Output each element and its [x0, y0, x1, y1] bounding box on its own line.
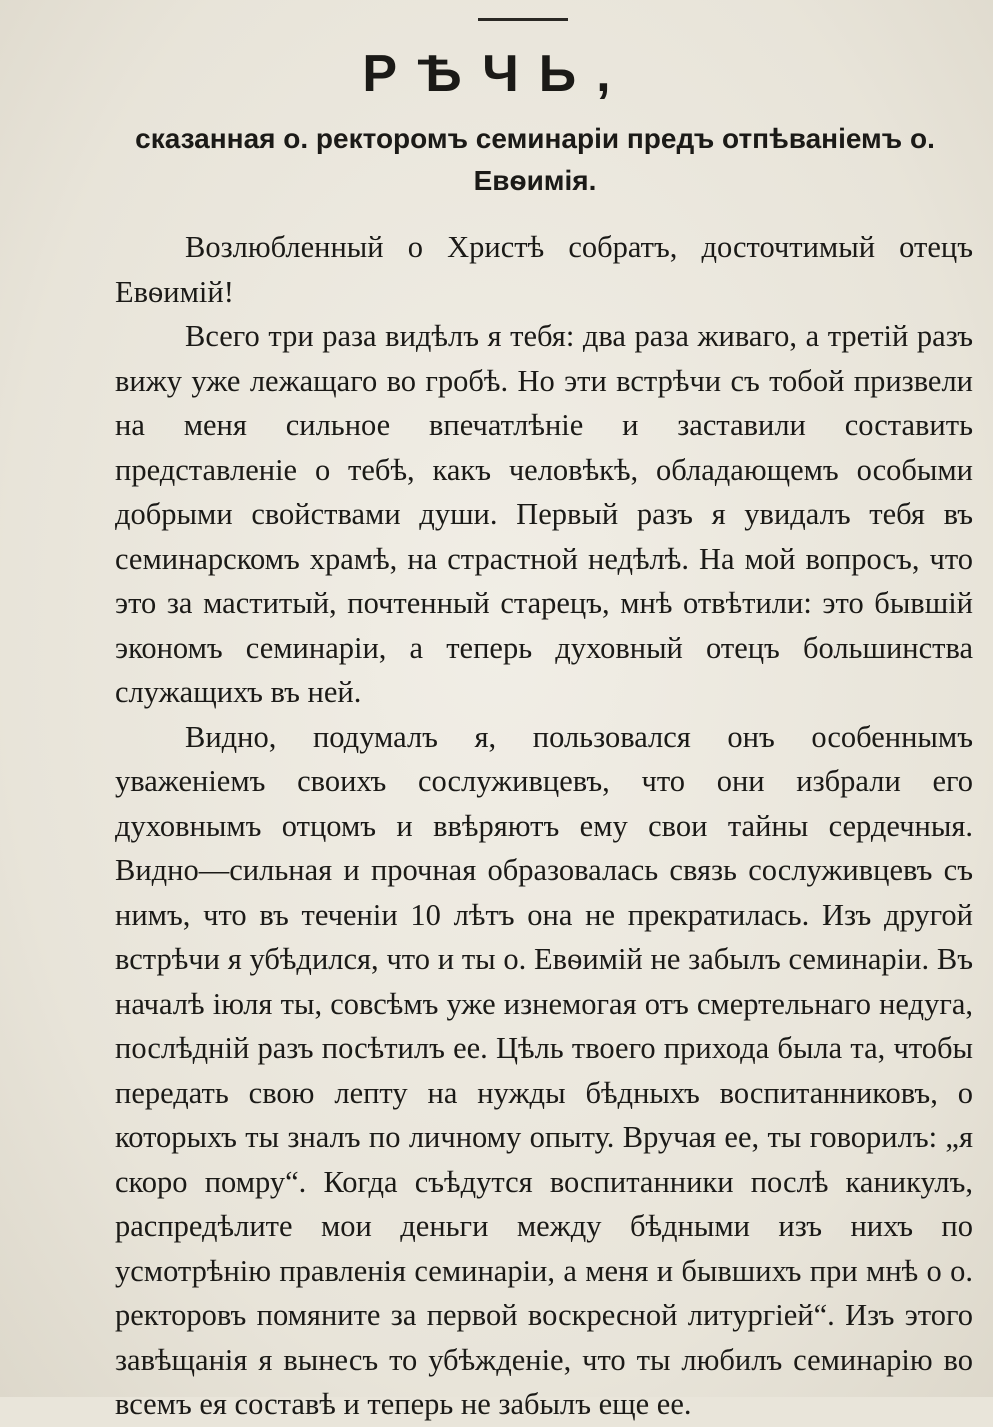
speech-title: РѢЧЬ,: [362, 45, 631, 103]
paragraph-second-meeting: Видно, подумалъ я, пользовался онъ особеннымъ уваженіемъ своихъ сослуживцевъ, что они избрали его духовнымъ отцомъ и ввѣряютъ ему свои тайны сердечныя. Видно—сильная и прочная образовалась связь сослуживцевъ съ нимъ, что въ теченіи 10 лѣтъ она не прекратилась. Изъ другой встрѣчи я убѣдился, что и ты о. Евѳимій не забылъ семинаріи. Въ началѣ іюля ты, совсѣмъ уже изнемогая отъ смертельнаго недуга, послѣдній разъ посѣтилъ ее. Цѣль твоего прихода была та, чтобы передать свою лепту на нужды бѣдныхъ воспитанниковъ, о которыхъ ты зналъ по личному опыту. Вручая ее, ты говорилъ: „я скоро помру“. Когда съѣдутся воспитанники послѣ каникулъ, распредѣлите мои деньги между бѣдными изъ нихъ по усмотрѣнію правленія семинаріи, а меня и бывшихъ при мнѣ о о. ректоровъ помяните за первой воскресной литургіей“. Изъ этого завѣщанія я вынесъ то убѣжденіе, что ты любилъ семинарію во всемъ ея составѣ и теперь не забылъ еще ее.: [115, 719, 973, 1421]
speech-subtitle: сказанная о. ректоромъ семинаріи предъ отпѣваніемъ о. Евѳимія.: [135, 123, 935, 196]
paragraph-address: Возлюбленный о Христѣ собратъ, досточтимый отецъ Евѳимій!: [115, 230, 973, 309]
speech-body: [115, 225, 973, 1427]
header-rule: [478, 18, 568, 21]
paragraph-first-meeting: Всего три раза видѣлъ я тебя: два раза живаго, а третій разъ вижу уже лежащаго во гробѣ. Но эти встрѣчи съ тобой призвели на меня сильное впечатлѣніе и заставили составить представленіе о тебѣ, какъ человѣкѣ, обладающемъ особыми добрыми свойствами души. Первый разъ я увидалъ тебя въ семинарскомъ храмѣ, на страстной недѣлѣ. На мой вопросъ, что это за маститый, почтенный старецъ, мнѣ отвѣтили: это бывшій экономъ семинаріи, а теперь духовный отецъ большинства служащихъ въ ней.: [115, 319, 973, 709]
